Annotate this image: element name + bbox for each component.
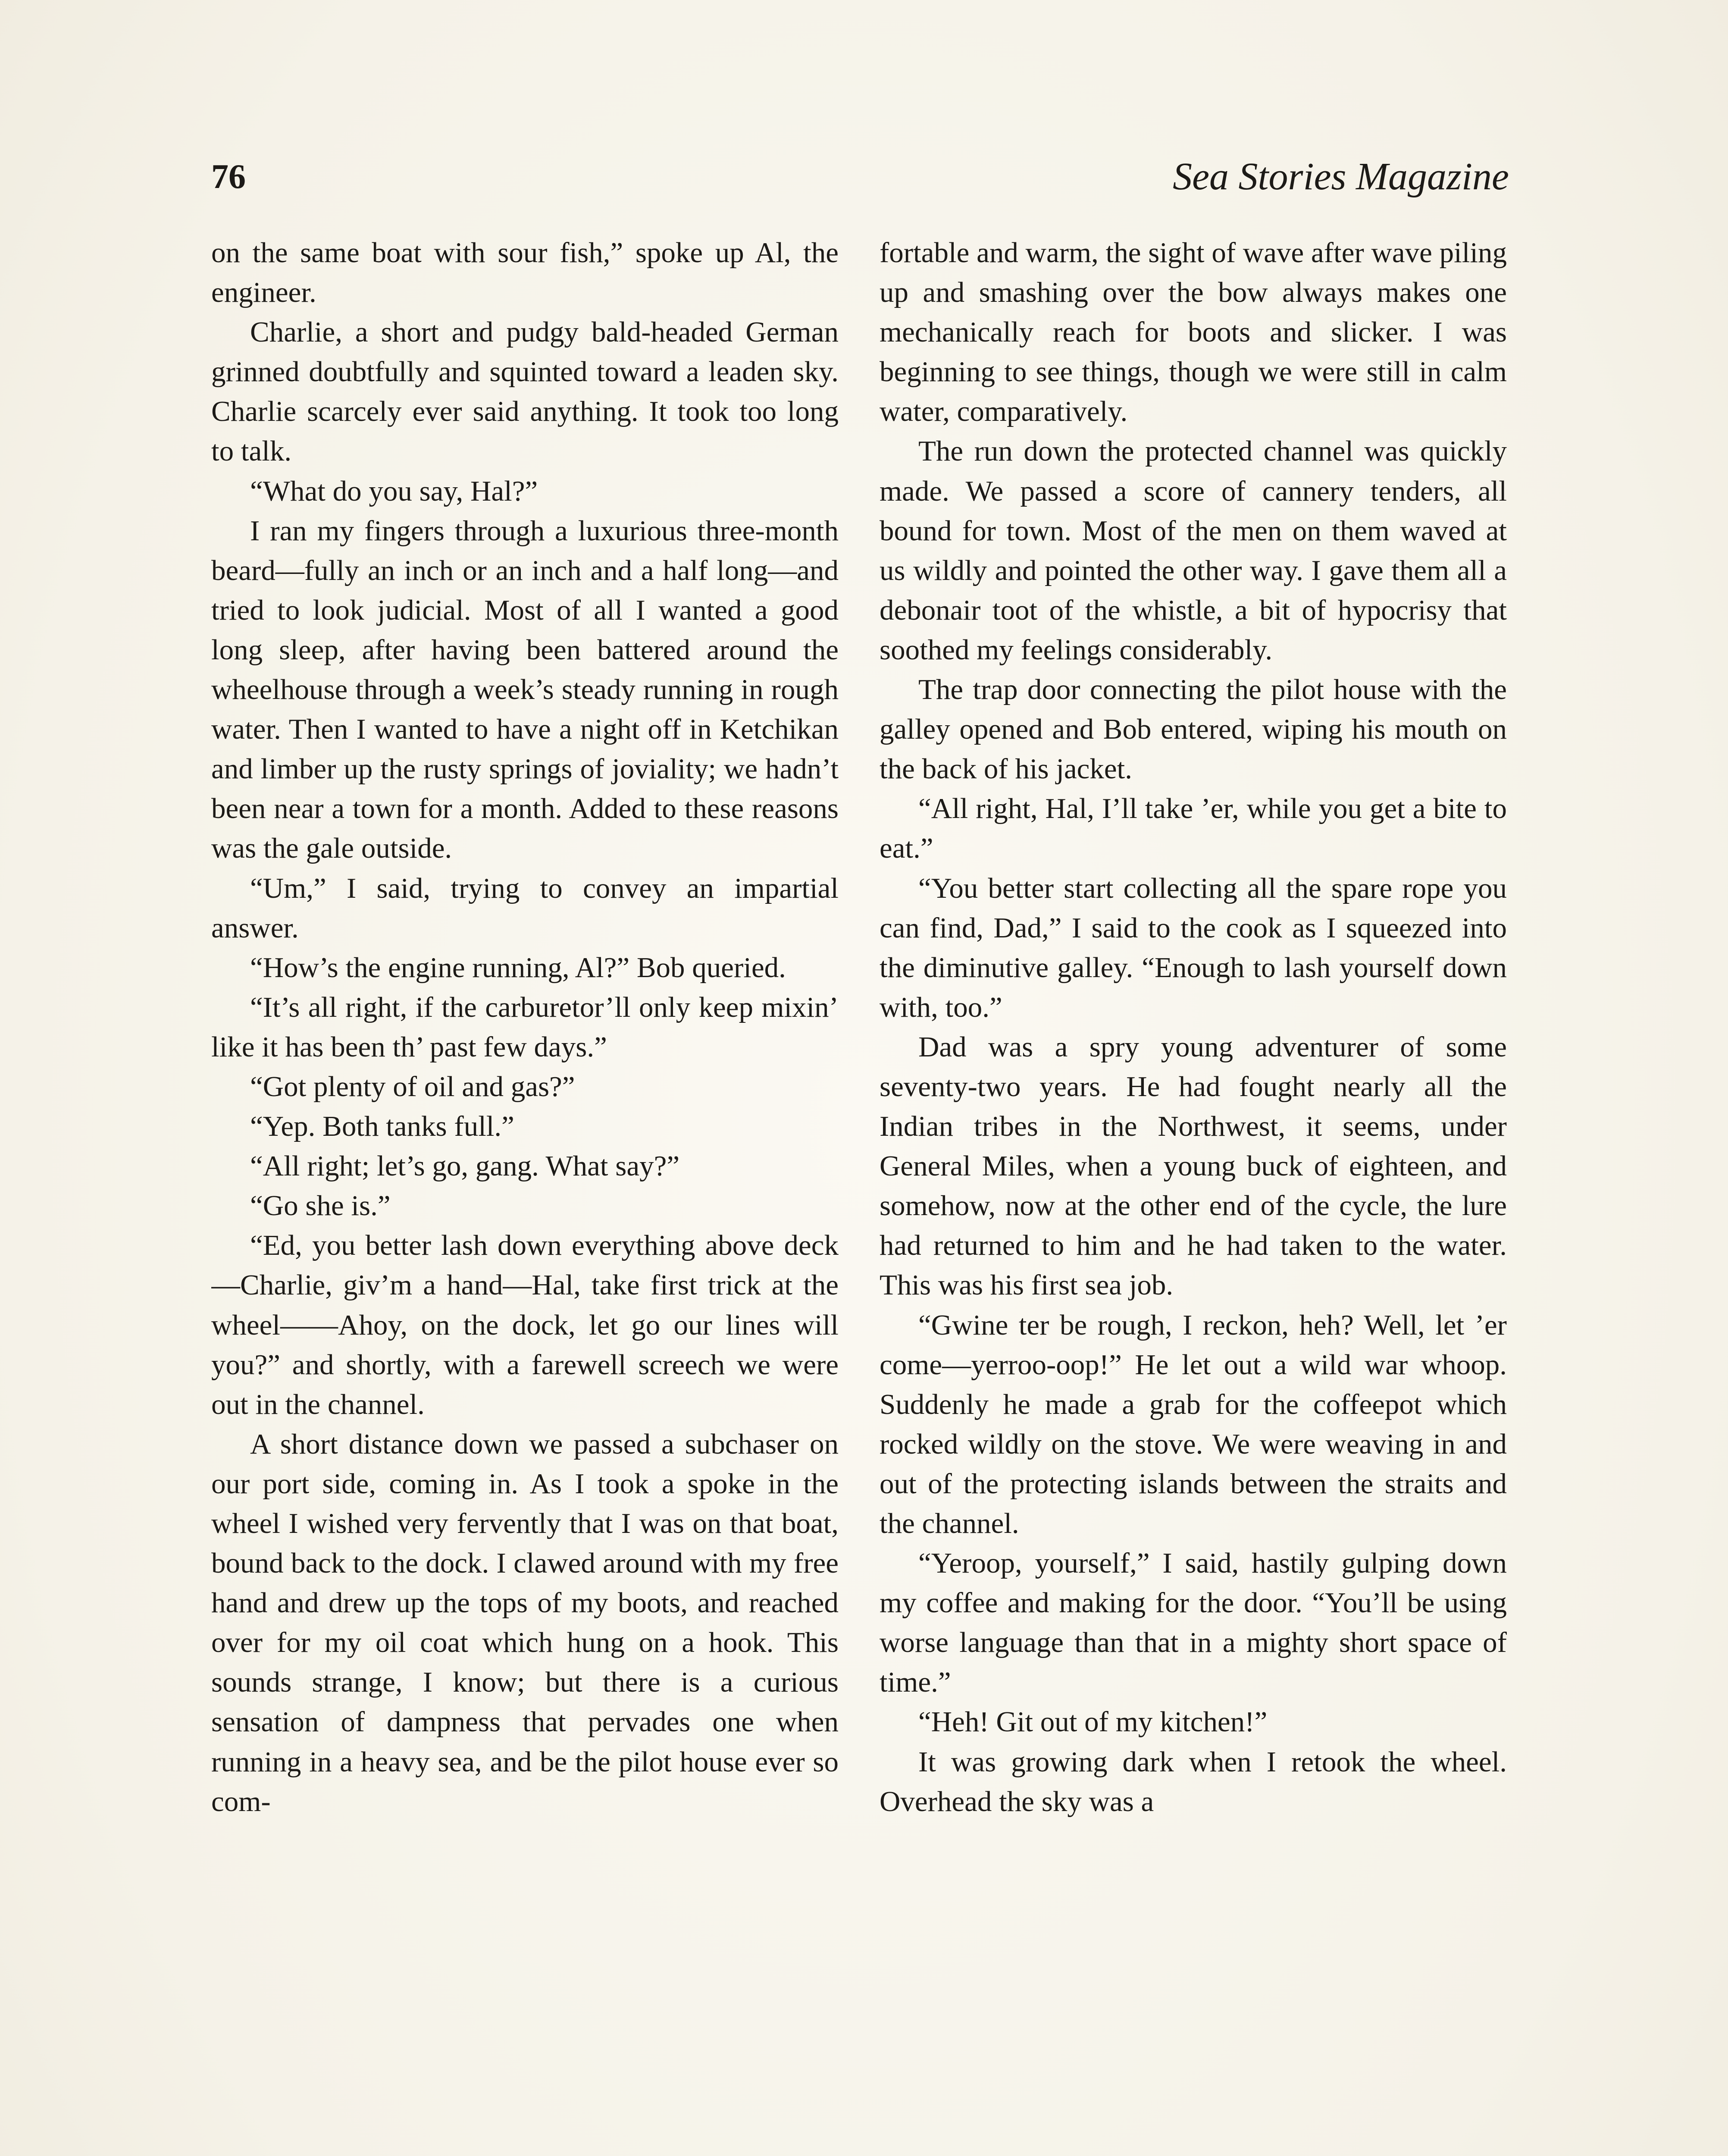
paragraph: Charlie, a short and pudgy bald-headed German grinned doubtfully and squinted toward a leaden sky. Charlie scarcely ever said anything. It took too long to talk. <box>211 316 839 467</box>
paragraph: “Heh! Git out of my kitchen!” <box>918 1706 1268 1738</box>
paragraph: “What do you say, Hal?” <box>250 475 538 507</box>
paragraph: “Yep. Both tanks full.” <box>250 1110 514 1143</box>
right-text-column <box>880 233 1507 2156</box>
paragraph: The run down the protected channel was quickly made. We passed a score of cannery tenders, all bound for town. Most of the men on them waved at us wildly and pointed the other way. I gave them all a debonair toot of the whistle, a bit of hypocrisy that soothed my feelings considerably. <box>880 435 1507 666</box>
page-header <box>211 153 1509 218</box>
paragraph: I ran my fingers through a luxurious three-month beard—fully an inch or an inch and a half long—and tried to look judicial. Most of all I wanted a good long sleep, after having been battered around the wheelhouse through a week’s steady running in rough water. Then I wanted to have a night off in Ketchikan and limber up the rusty springs of joviality; we hadn’t been near a town for a month. Added to these reasons was the gale outside. <box>211 514 839 865</box>
paragraph: Dad was a spry young adventurer of some seventy-two years. He had fought nearly all the Indian tribes in the Northwest, it seems, under General Miles, when a young buck of eighteen, and somehow, now at the other end of the cycle, the lure had returned to him and he had taken to the water. This was his first sea job. <box>880 1031 1507 1301</box>
paragraph: “You better start collecting all the spare rope you can find, Dad,” I said to the cook as I squeezed into the diminutive galley. “Enough to lash yourself down with, too.” <box>880 872 1507 1023</box>
paragraph: “All right; let’s go, gang. What say?” <box>250 1150 680 1182</box>
paragraph: “All right, Hal, I’ll take ’er, while you get a bite to eat.” <box>880 793 1507 865</box>
paragraph: The trap door connecting the pilot house with the galley opened and Bob entered, wiping his mouth on the back of his jacket. <box>880 674 1507 785</box>
paragraph: “Got plenty of oil and gas?” <box>250 1070 575 1103</box>
paragraph: “It’s all right, if the carburetor’ll only keep mixin’ like it has been th’ past few days.” <box>211 991 839 1063</box>
paragraph: fortable and warm, the sight of wave after wave piling up and smashing over the bow always makes one mechanically reach for boots and slicker. I was beginning to see things, though we were still in calm water, comparatively. <box>880 237 1507 428</box>
paragraph: “Ed, you better lash down everything above deck—Charlie, giv’m a hand—Hal, take first trick at the wheel——Ahoy, on the dock, let go our lines will you?” and shortly, with a farewell screech we were out in the channel. <box>211 1229 839 1420</box>
paragraph: “Go she is.” <box>250 1190 391 1222</box>
paragraph: “How’s the engine running, Al?” Bob queried. <box>250 951 786 984</box>
left-text-column <box>211 233 839 2156</box>
paragraph: “Gwine ter be rough, I reckon, heh? Well, let ’er come—yerroo-oop!” He let out a wild war whoop. Suddenly he made a grab for the coffeepot which rocked wildly on the stove. We were weaving in and out of the protecting islands between the straits and the channel. <box>880 1309 1507 1539</box>
page-number: 76 <box>211 158 246 196</box>
paragraph: “Yeroop, yourself,” I said, hastily gulping down my coffee and making for the door. “You’ll be using worse language than that in a mighty short space of time.” <box>880 1547 1507 1698</box>
paragraph: “Um,” I said, trying to convey an impartial answer. <box>211 872 839 944</box>
paragraph: on the same boat with sour fish,” spoke up Al, the engineer. <box>211 237 839 309</box>
paragraph: It was growing dark when I retook the wheel. Overhead the sky was a <box>880 1745 1507 1818</box>
paragraph: A short distance down we passed a subchaser on our port side, coming in. As I took a spoke in the wheel I wished very fervently that I was on that boat, bound back to the dock. I clawed around with my free hand and drew up the tops of my boots, and reached over for my oil coat which hung on a hook. This sounds strange, I know; but there is a curious sensation of dampness that pervades one when running in a heavy sea, and be the pilot house ever so com- <box>211 1428 839 1818</box>
magazine-title: Sea Stories Magazine <box>1173 155 1509 198</box>
